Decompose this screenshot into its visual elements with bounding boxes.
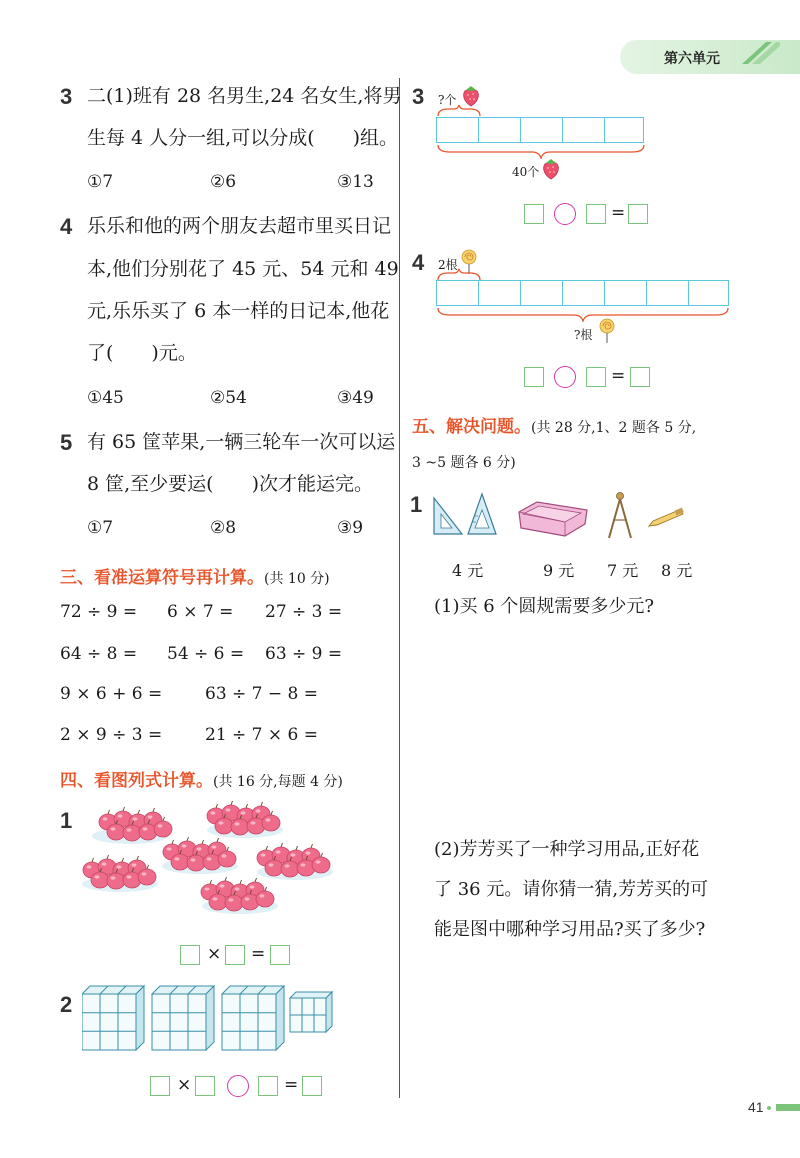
- question-text: 二(1)班有 28 名男生,24 名女生,将男: [87, 85, 402, 107]
- option: ③9: [337, 518, 364, 538]
- operator-circle[interactable]: [554, 203, 576, 225]
- question-text: 本,他们分别花了 45 元、54 元和 49: [87, 258, 399, 280]
- page-number-bar: [776, 1104, 800, 1111]
- section-title: 四、看图列式计算。(共 16 分,每题 4 分): [60, 771, 343, 791]
- subquestion-text: 了 36 元。请你猜一猜,芳芳买的可: [434, 879, 709, 900]
- option: ③13: [337, 172, 374, 192]
- answer-space[interactable]: [430, 630, 770, 830]
- section-title: 五、解决问题。(共 28 分,1、2 题各 5 分,: [412, 417, 697, 437]
- subquestion-text: (1)买 6 个圆规需要多少元?: [434, 596, 655, 617]
- option: ①7: [87, 518, 114, 538]
- equals-sign: =: [251, 944, 266, 964]
- section-title: 三、看准运算符号再计算。(共 10 分): [60, 568, 330, 588]
- question-number: 3: [60, 84, 73, 109]
- option: ②6: [210, 172, 237, 192]
- calc-item: 2 × 9 ÷ 3 =: [60, 725, 163, 745]
- answer-box[interactable]: [586, 367, 606, 387]
- equals-sign: =: [284, 1075, 299, 1095]
- answer-box[interactable]: [195, 1076, 215, 1096]
- pencil-case-icon: [515, 500, 591, 540]
- bar-segment: [436, 280, 479, 306]
- calc-item: 63 ÷ 7 − 8 =: [205, 684, 319, 704]
- answer-box[interactable]: [628, 204, 648, 224]
- item-price: 8 元: [661, 561, 693, 580]
- equals-sign: =: [611, 203, 626, 223]
- answer-box[interactable]: [150, 1076, 170, 1096]
- bar-segment: [688, 280, 729, 306]
- calc-item: 64 ÷ 8 =: [60, 644, 138, 664]
- operator-circle[interactable]: [554, 366, 576, 388]
- calc-item: 72 ÷ 9 =: [60, 602, 138, 622]
- section-score: 3 ~5 题各 6 分): [412, 455, 516, 471]
- bar-segment: [562, 280, 605, 306]
- compass-icon: [604, 490, 636, 542]
- question-text: 有 65 筐苹果,一辆三轮车一次可以运: [87, 431, 396, 453]
- subquestion-text: 能是图中哪种学习用品?买了多少?: [434, 919, 706, 940]
- calc-item: 54 ÷ 6 =: [167, 644, 245, 664]
- calc-item: 27 ÷ 3 =: [265, 602, 343, 622]
- top-brace: [436, 104, 482, 118]
- option: ①45: [87, 388, 124, 408]
- item-price: 4 元: [452, 561, 484, 580]
- answer-box[interactable]: [524, 367, 544, 387]
- question-number: 1: [60, 808, 73, 833]
- question-text: 元,乐乐买了 6 本一样的日记本,他花: [87, 300, 390, 322]
- item-price: 7 元: [607, 561, 639, 580]
- answer-box[interactable]: [180, 945, 200, 965]
- bar-segment: [604, 280, 647, 306]
- header-stripes-icon: [738, 38, 782, 66]
- bar-segment: [520, 280, 563, 306]
- multiply-sign: ×: [177, 1075, 192, 1095]
- unit-title: 第六单元: [664, 51, 720, 67]
- equals-sign: =: [611, 366, 626, 386]
- question-number: 4: [412, 250, 425, 275]
- answer-box[interactable]: [586, 204, 606, 224]
- pen-icon: [645, 506, 689, 530]
- apple-groups-illustration: [80, 800, 340, 920]
- diagram-label: 2根: [438, 258, 458, 272]
- option: ①7: [87, 172, 114, 192]
- bar-segment: [436, 117, 479, 143]
- question-number: 4: [60, 214, 73, 239]
- option: ②54: [210, 388, 247, 408]
- lollipop-icon: [599, 318, 615, 344]
- answer-box[interactable]: [225, 945, 245, 965]
- diagram-label: ?个: [438, 93, 457, 107]
- calc-item: 63 ÷ 9 =: [265, 644, 343, 664]
- item-price: 9 元: [543, 561, 575, 580]
- answer-box[interactable]: [258, 1076, 278, 1096]
- strawberry-icon: [541, 157, 561, 181]
- question-number: 1: [410, 492, 423, 517]
- operator-circle[interactable]: [227, 1075, 249, 1097]
- bar-segment: [478, 117, 521, 143]
- bar-segment: [604, 117, 644, 143]
- diagram-label: ?根: [574, 328, 593, 342]
- page-number-dot: [767, 1106, 771, 1110]
- triangle-rulers-icon: [430, 488, 502, 538]
- page-number: 41: [748, 1099, 764, 1115]
- diagram-label: 40个: [512, 165, 540, 179]
- question-number: 3: [412, 84, 425, 109]
- column-divider: [399, 78, 400, 1098]
- answer-box[interactable]: [524, 204, 544, 224]
- calc-item: 9 × 6 + 6 =: [60, 684, 163, 704]
- question-text: 乐乐和他的两个朋友去超市里买日记: [87, 215, 392, 237]
- bar-segment: [520, 117, 563, 143]
- calc-item: 21 ÷ 7 × 6 =: [205, 725, 319, 745]
- bar-segment: [478, 280, 521, 306]
- bar-segment: [646, 280, 689, 306]
- question-text: 了( )元。: [87, 342, 197, 364]
- subquestion-text: (2)芳芳买了一种学习用品,正好花: [434, 839, 700, 860]
- cube-blocks-illustration: [82, 984, 342, 1054]
- option: ③49: [337, 388, 374, 408]
- option: ②8: [210, 518, 237, 538]
- multiply-sign: ×: [207, 944, 222, 964]
- answer-box[interactable]: [302, 1076, 322, 1096]
- bar-segment: [562, 117, 605, 143]
- answer-box[interactable]: [270, 945, 290, 965]
- question-number: 2: [60, 992, 73, 1017]
- question-text: 8 筐,至少要运( )次才能运完。: [87, 473, 373, 495]
- answer-box[interactable]: [630, 367, 650, 387]
- bottom-brace: [436, 306, 732, 322]
- calc-item: 6 × 7 =: [167, 602, 234, 622]
- question-text: 生每 4 人分一组,可以分成( )组。: [87, 127, 399, 149]
- question-number: 5: [60, 430, 73, 455]
